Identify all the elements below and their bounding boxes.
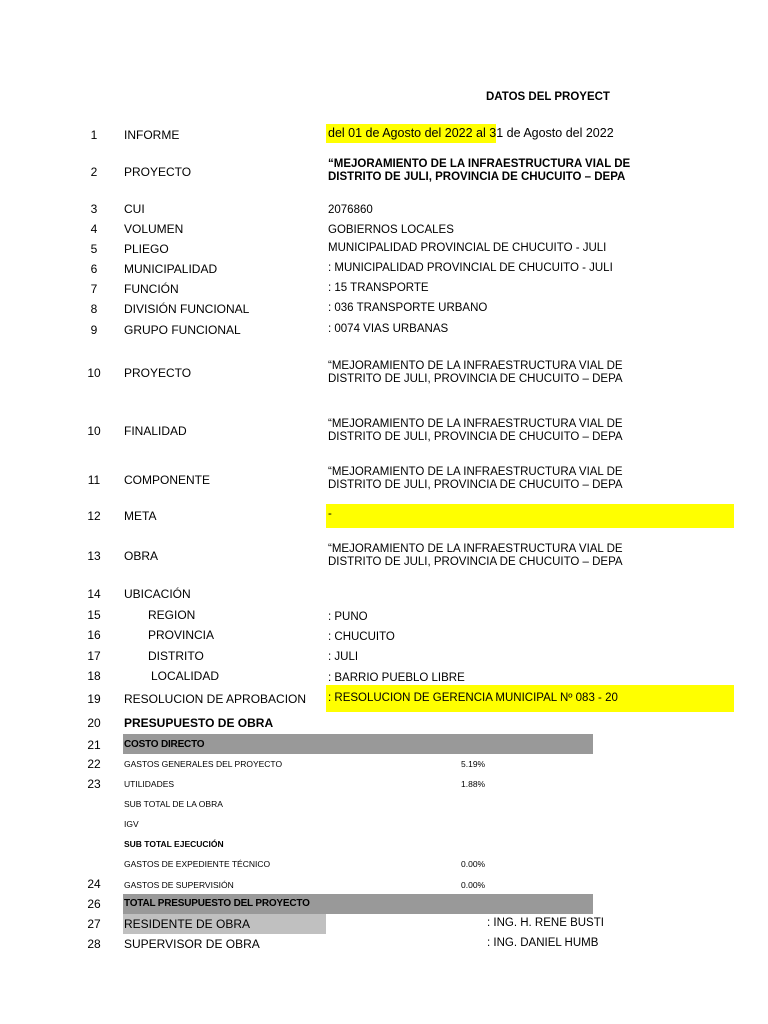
supervisor-value: : ING. DANIEL HUMB <box>487 937 599 949</box>
volumen-label: VOLUMEN <box>124 222 184 236</box>
informe-rest: 1 de Agosto del 2022 <box>496 126 614 140</box>
obra-line2: DISTRITO DE JULI, PROVINCIA DE CHUCUITO – DEPA <box>328 556 623 568</box>
funcion-value: : 15 TRANSPORTE <box>328 282 429 294</box>
region-value: : PUNO <box>328 611 368 623</box>
informe-label: INFORME <box>124 128 180 142</box>
grupo-label: GRUPO FUNCIONAL <box>124 323 241 337</box>
row-number: 18 <box>87 669 101 683</box>
row-number: 9 <box>90 323 98 337</box>
finalidad-label: FINALIDAD <box>124 424 187 438</box>
municipalidad-label: MUNICIPALIDAD <box>124 262 218 276</box>
funcion-label: FUNCIÓN <box>124 282 179 296</box>
componente-line2: DISTRITO DE JULI, PROVINCIA DE CHUCUITO – DEPA <box>328 479 623 491</box>
proyecto-line2: DISTRITO DE JULI, PROVINCIA DE CHUCUITO – DEPA <box>328 171 626 183</box>
proyecto2-line1: “MEJORAMIENTO DE LA INFRAESTRUCTURA VIAL DE <box>328 360 623 372</box>
resolucion-label: RESOLUCION DE APROBACION <box>124 692 307 706</box>
division-label: DIVISIÓN FUNCIONAL <box>124 302 250 316</box>
resolucion-value: : RESOLUCION DE GERENCIA MUNICIPAL Nº 083 - 20 <box>328 692 618 704</box>
proyecto2-value <box>328 360 623 386</box>
row-number: 23 <box>87 777 101 791</box>
gastos-supervision-label: GASTOS DE SUPERVISIÓN <box>124 880 234 890</box>
proyecto2-label: PROYECTO <box>124 366 192 380</box>
informe-value <box>326 126 614 140</box>
componente-label: COMPONENTE <box>124 473 211 487</box>
obra-value <box>328 543 623 569</box>
row-number: 6 <box>90 262 98 276</box>
provincia-value: : CHUCUITO <box>328 631 395 643</box>
row-number: 4 <box>90 222 98 236</box>
row-number: 24 <box>87 877 101 891</box>
componente-value <box>328 466 623 492</box>
obra-label: OBRA <box>124 549 159 563</box>
utilidades-label: UTILIDADES <box>124 779 175 789</box>
total-presupuesto-label: TOTAL PRESUPUESTO DEL PROYECTO <box>124 898 310 909</box>
row-number: 16 <box>87 628 101 642</box>
finalidad-line2: DISTRITO DE JULI, PROVINCIA DE CHUCUITO – DEPA <box>328 431 623 443</box>
row-number: 21 <box>87 738 101 752</box>
row-number: 14 <box>87 587 101 601</box>
row-number: 28 <box>87 937 101 951</box>
proyecto-value <box>328 158 631 184</box>
componente-line1: “MEJORAMIENTO DE LA INFRAESTRUCTURA VIAL DE <box>328 466 623 478</box>
region-label: REGION <box>148 608 196 622</box>
row-number: 26 <box>87 897 101 911</box>
grupo-value: : 0074 VIAS URBANAS <box>328 323 449 335</box>
gastos-expediente-label: GASTOS DE EXPEDIENTE TÉCNICO <box>124 859 271 869</box>
row-number: 7 <box>90 282 98 296</box>
pliego-label: PLIEGO <box>124 242 169 256</box>
division-value: : 036 TRANSPORTE URBANO <box>328 302 488 314</box>
row-number: 1 <box>90 128 98 142</box>
costo-directo-label: COSTO DIRECTO <box>124 739 205 750</box>
obra-line1: “MEJORAMIENTO DE LA INFRAESTRUCTURA VIAL DE <box>328 543 623 555</box>
volumen-value: GOBIERNOS LOCALES <box>328 224 454 236</box>
gastos-generales-label: GASTOS GENERALES DEL PROYECTO <box>124 759 283 769</box>
row-number: 22 <box>87 757 101 771</box>
proyecto-label: PROYECTO <box>124 165 192 179</box>
row-number: 19 <box>87 692 101 706</box>
sub-total-ejecucion-label: SUB TOTAL EJECUCIÓN <box>124 839 224 849</box>
gastos-generales-pct: 5.19% <box>461 759 486 769</box>
row-number: 8 <box>90 302 98 316</box>
row-number: 17 <box>87 649 101 663</box>
supervisor-label: SUPERVISOR DE OBRA <box>124 937 260 951</box>
ubicacion-label: UBICACIÓN <box>124 587 191 601</box>
row-number: 27 <box>87 917 101 931</box>
row-number: 20 <box>87 716 101 730</box>
distrito-value: : JULI <box>328 651 359 663</box>
row-number: 2 <box>90 165 98 179</box>
proyecto-line1: “MEJORAMIENTO DE LA INFRAESTRUCTURA VIAL DE <box>328 158 631 170</box>
page-title: DATOS DEL PROYECT <box>486 91 610 103</box>
distrito-label: DISTRITO <box>148 649 204 663</box>
proyecto2-line2: DISTRITO DE JULI, PROVINCIA DE CHUCUITO – DEPA <box>328 373 623 385</box>
localidad-label: LOCALIDAD <box>151 669 220 683</box>
finalidad-line1: “MEJORAMIENTO DE LA INFRAESTRUCTURA VIAL DE <box>328 418 623 430</box>
cui-label: CUI <box>124 202 145 216</box>
row-number: 13 <box>87 549 101 563</box>
cui-value: 2076860 <box>328 204 373 216</box>
sub-total-obra-label: SUB TOTAL DE LA OBRA <box>124 799 223 809</box>
row-number: 10 <box>87 366 101 380</box>
utilidades-pct: 1.88% <box>461 779 486 789</box>
informe-highlight: del 01 de Agosto del 2022 al 3 <box>326 124 496 143</box>
presupuesto-label: PRESUPUESTO DE OBRA <box>124 716 274 730</box>
residente-value: : ING. H. RENE BUSTI <box>487 917 604 929</box>
row-number: 10 <box>87 424 101 438</box>
localidad-value: : BARRIO PUEBLO LIBRE <box>328 672 465 684</box>
meta-label: META <box>124 509 157 523</box>
pliego-value: MUNICIPALIDAD PROVINCIAL DE CHUCUITO - JULI <box>328 242 607 254</box>
row-number: 3 <box>90 202 98 216</box>
row-number: 5 <box>90 242 98 256</box>
gastos-supervision-pct: 0.00% <box>461 880 486 890</box>
municipalidad-value: : MUNICIPALIDAD PROVINCIAL DE CHUCUITO - JULI <box>328 262 613 274</box>
row-number: 11 <box>87 473 101 487</box>
gastos-expediente-pct: 0.00% <box>461 859 486 869</box>
meta-value: - <box>328 508 332 520</box>
igv-label: IGV <box>124 819 139 829</box>
residente-label: RESIDENTE DE OBRA <box>124 917 251 931</box>
finalidad-value <box>328 418 623 444</box>
row-number: 12 <box>87 509 101 523</box>
row-number: 15 <box>87 608 101 622</box>
provincia-label: PROVINCIA <box>148 628 215 642</box>
